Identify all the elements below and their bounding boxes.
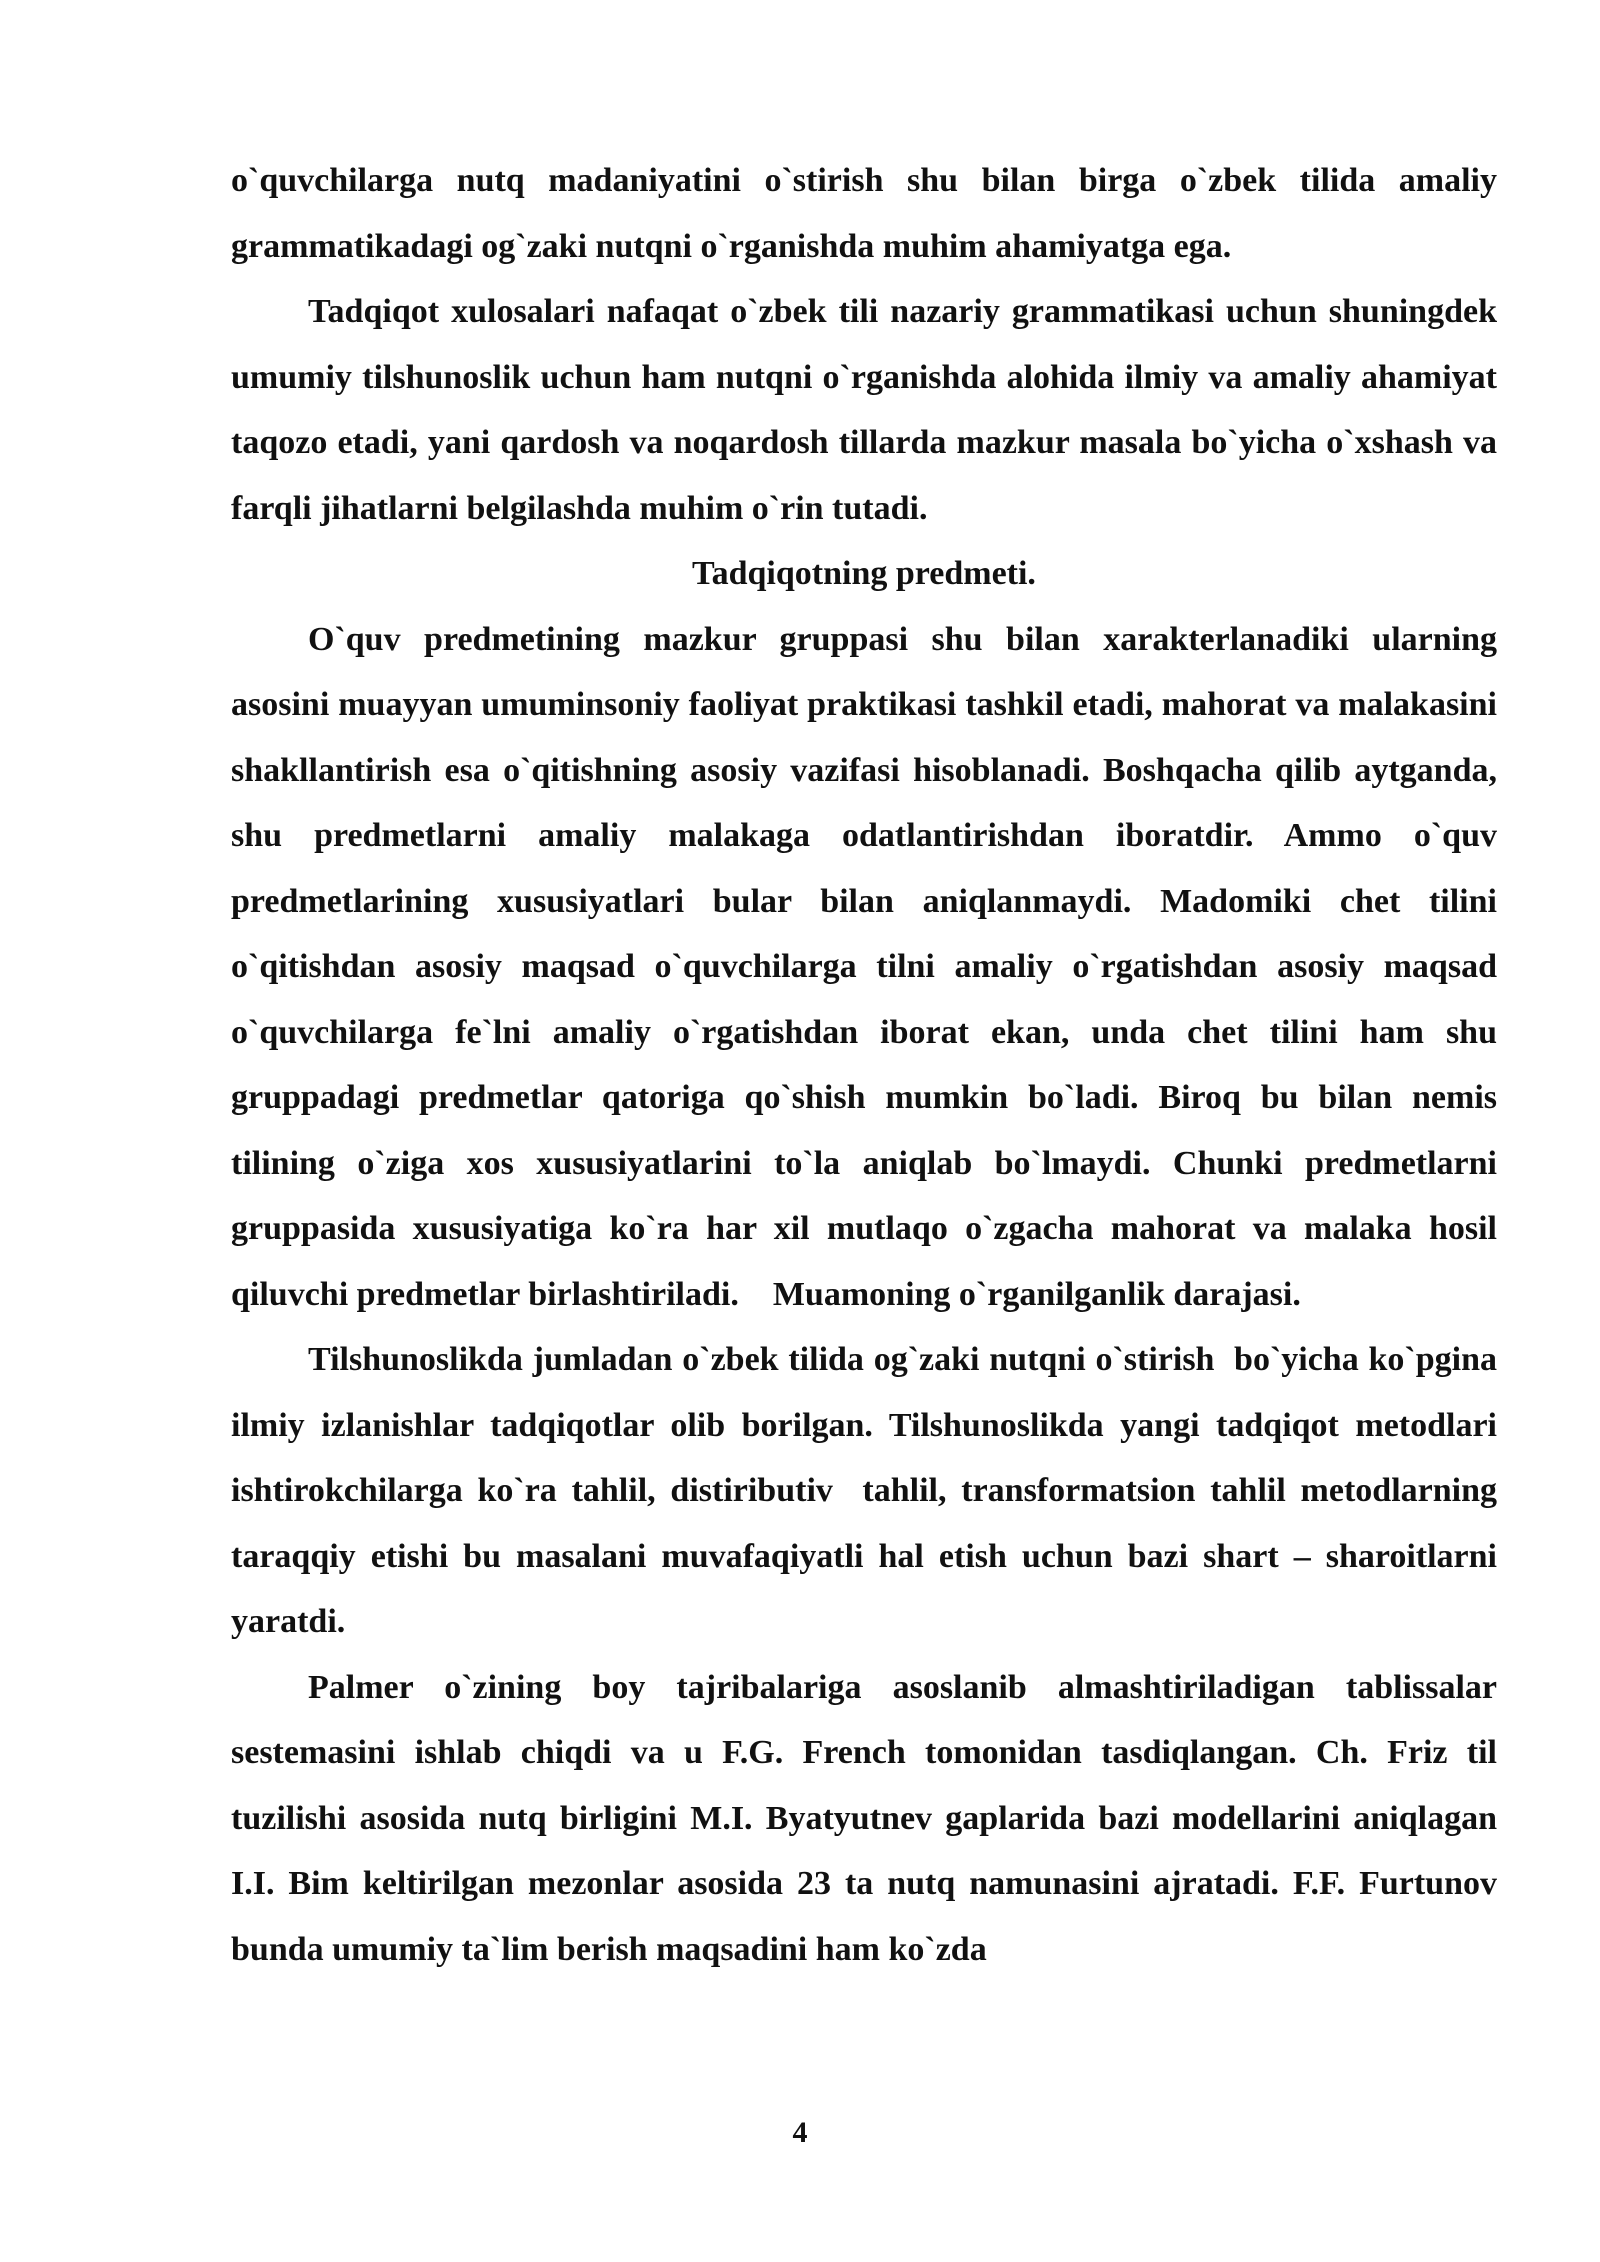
section-heading: Tadqiqotning predmeti. xyxy=(692,555,1036,592)
paragraph-4: Tilshunoslikda jumladan o`zbek tilida og`zaki nutqni o`stirish bo`yicha ko`pgina ilmiy izlanishlar tadqiqotlar olib borilgan. Tilshunoslikda yangi tadqiqot metodlari ishtirokchilarga ko`ra tahlil, distiributiv tahlil, transformatsion tahlil metodlarning taraqqiy etishi bu masalani muvafaqiyatli hal etish uchun bazi shart – sharoitlarni yaratdi. xyxy=(231,1341,1506,1640)
paragraph-3: O`quv predmetining mazkur gruppasi shu bilan xarakterlanadiki ularning asosini muayyan umuminsoniy faoliyat praktikasi tashkil etadi, mahorat va malakasini shakllantirish esa o`qitishning asosiy vazifasi hisoblanadi. Boshqacha qilib aytganda, shu predmetlarni amaliy malakaga odatlantirishdan iboratdir. Ammo o`quv predmetlarining xususiyatlari bular bilan aniqlanmaydi. Madomiki chet tilini o`qitishdan asosiy maqsad o`quvchilarga tilni amaliy o`rgatishdan asosiy maqsad o`quvchilarga fe`lni amaliy o`rgatishdan iborat ekan, unda chet tilini ham shu gruppadagi predmetlar qatoriga qo`shish mumkin bo`ladi. Biroq bu bilan nemis tilining o`ziga xos xususiyatlarini to`la aniqlab bo`lmaydi. Chunki predmetlarni gruppasida xususiyatiga ko`ra har xil mutlaqo o`zgacha mahorat va malaka hosil qiluvchi predmetlar birlashtiriladi. Muamoning o`rganilganlik darajasi. xyxy=(231,620,1506,1313)
paragraph-2: Tadqiqot xulosalari nafaqat o`zbek tili nazariy grammatikasi uchun shuningdek umumiy tilshunoslik uchun ham nutqni o`rganishda alohida ilmiy va amaliy ahamiyat taqozo etadi, yani qardosh va noqardosh tillarda mazkur masala bo`yicha o`xshash va farqli jihatlarni belgilashda muhim o`rin tutadi. xyxy=(231,293,1497,527)
paragraph-5: Palmer o`zining boy tajribalariga asoslanib almashtiriladigan tablissalar sestemasini ishlab chiqdi va u F.G. French tomonidan tasdiqlangan. Ch. Friz til tuzilishi asosida nutq birligini M.I. Byatyutnev gaplarida bazi modellarini aniqlagan I.I. Bim keltirilgan mezonlar asosida 23 ta nutq namunasini ajratadi. F.F. Furtunov bunda umumiy ta`lim berish maqsadini ham ko`zda xyxy=(231,1668,1497,1968)
page-number: 4 xyxy=(792,2116,808,2149)
paragraph-1: o`quvchilarga nutq madaniyatini o`stirish shu bilan birga o`zbek tilida amaliy grammatikadagi og`zaki nutqni o`rganishda muhim ahamiyatga ega. xyxy=(231,162,1497,265)
page-body xyxy=(231,148,1506,1982)
